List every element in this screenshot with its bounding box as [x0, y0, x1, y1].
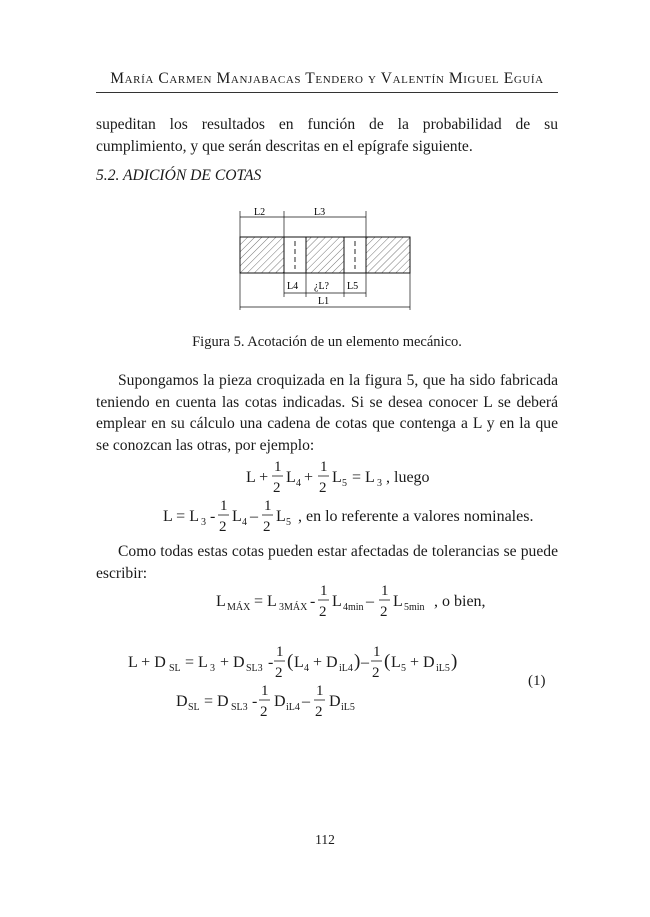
svg-text:5min: 5min [404, 602, 425, 613]
svg-text:5: 5 [286, 517, 291, 528]
svg-text:): ) [451, 651, 458, 672]
svg-text:= D: = D [204, 693, 229, 710]
svg-text:2: 2 [372, 665, 380, 681]
equation-1 [246, 459, 430, 496]
svg-text:2: 2 [380, 604, 388, 620]
svg-text:1: 1 [264, 498, 272, 514]
svg-text:5: 5 [401, 663, 406, 674]
svg-text:1: 1 [373, 644, 381, 660]
svg-text:2: 2 [219, 519, 227, 535]
svg-text:-: - [310, 593, 316, 610]
svg-text:SL3: SL3 [231, 702, 248, 713]
svg-text:L: L [332, 469, 342, 486]
svg-text:iL5: iL5 [436, 663, 450, 674]
equation-2 [163, 498, 533, 535]
svg-text:2: 2 [263, 519, 271, 535]
svg-text:4: 4 [296, 478, 301, 489]
svg-text:1: 1 [320, 583, 328, 599]
label-L-unknown: ¿L? [314, 281, 329, 292]
svg-text:SL: SL [188, 702, 200, 713]
page-number: 112 [315, 832, 335, 847]
svg-text:= L: = L [352, 469, 375, 486]
svg-text:L: L [276, 508, 286, 525]
svg-text:+: + [304, 469, 314, 486]
svg-text:2: 2 [319, 604, 327, 620]
svg-text:5: 5 [342, 478, 347, 489]
svg-text:MÁX: MÁX [227, 602, 251, 613]
label-L3: L3 [314, 207, 326, 218]
paragraph-1: supeditan los resultados en función de la probabilidad de su cumplimiento, y que serán descritas en el epígrafe siguiente. [96, 116, 558, 155]
svg-text:L: L [294, 654, 304, 671]
paragraph-2: Supongamos la pieza croquizada en la figura 5, que ha sido fabricada teniendo en cuenta las cotas indicadas. Si se desea conocer L se deberá emplear en su cálculo una cadena de cotas que contenga a L y en la que se conozcan las otras, por ejemplo: [96, 372, 558, 454]
label-L5: L5 [347, 281, 359, 292]
svg-text:SL: SL [169, 663, 181, 674]
eq3-suffix: , o bien, [434, 593, 486, 610]
section-heading: 5.2. ADICIÓN DE COTAS [96, 167, 262, 184]
svg-text:1: 1 [220, 498, 228, 514]
svg-text:1: 1 [261, 683, 269, 699]
svg-text:L: L [393, 593, 403, 610]
svg-text:2: 2 [260, 704, 268, 720]
svg-text:+ D: + D [313, 654, 338, 671]
equation-number: (1) [528, 673, 546, 689]
svg-text:L: L [286, 469, 296, 486]
svg-text:4: 4 [242, 517, 247, 528]
equation-4 [128, 644, 457, 681]
svg-text:4: 4 [304, 663, 309, 674]
svg-text:+ D: + D [220, 654, 245, 671]
svg-text:-: - [252, 693, 258, 710]
svg-text:–: – [250, 508, 258, 525]
svg-text:3: 3 [201, 517, 206, 528]
svg-text:(: ( [287, 651, 294, 672]
label-L4: L4 [287, 281, 299, 292]
svg-text:2: 2 [273, 480, 281, 496]
svg-text:3: 3 [377, 478, 382, 489]
svg-text:L: L [232, 508, 242, 525]
svg-text:(: ( [384, 651, 391, 672]
svg-text:): ) [354, 651, 361, 672]
svg-text:D: D [176, 693, 188, 710]
svg-text:–: – [366, 593, 374, 610]
label-L2: L2 [254, 207, 266, 218]
svg-text:= L: = L [254, 593, 277, 610]
svg-text:-: - [268, 654, 274, 671]
svg-text:L + D: L + D [128, 654, 166, 671]
svg-text:L +: L + [246, 469, 269, 486]
svg-text:2: 2 [275, 665, 283, 681]
eq1-suffix: , luego [386, 469, 430, 486]
svg-text:L: L [216, 593, 226, 610]
svg-text:D: D [329, 693, 341, 710]
running-head: María Carmen Manjabacas Tendero y Valentín Miguel Eguía [110, 70, 544, 87]
svg-text:3: 3 [210, 663, 215, 674]
svg-text:3MÁX: 3MÁX [279, 602, 308, 613]
svg-text:+ D: + D [410, 654, 435, 671]
equation-5 [176, 683, 355, 720]
paragraph-3: Como todas estas cotas pueden estar afectadas de tolerancias se puede escribir: [96, 543, 558, 582]
figure-caption: Figura 5. Acotación de un elemento mecánico. [192, 334, 462, 350]
svg-text:iL5: iL5 [341, 702, 355, 713]
svg-text:iL4: iL4 [286, 702, 300, 713]
svg-text:1: 1 [274, 459, 282, 475]
svg-text:2: 2 [319, 480, 327, 496]
svg-text:1: 1 [316, 683, 324, 699]
svg-text:1: 1 [320, 459, 328, 475]
label-L1: L1 [318, 296, 330, 307]
svg-text:–: – [361, 654, 369, 671]
svg-text:SL3: SL3 [246, 663, 263, 674]
svg-text:1: 1 [381, 583, 389, 599]
eq2-suffix: , en lo referente a valores nominales. [298, 508, 534, 525]
svg-text:iL4: iL4 [339, 663, 353, 674]
svg-text:4min: 4min [343, 602, 364, 613]
svg-text:1: 1 [276, 644, 284, 660]
svg-text:D: D [274, 693, 286, 710]
svg-text:–: – [302, 693, 310, 710]
svg-text:L = L: L = L [163, 508, 199, 525]
svg-text:= L: = L [185, 654, 208, 671]
svg-text:L: L [332, 593, 342, 610]
svg-text:L: L [391, 654, 401, 671]
svg-text:-: - [210, 508, 216, 525]
equation-3 [216, 583, 486, 620]
svg-text:2: 2 [315, 704, 323, 720]
